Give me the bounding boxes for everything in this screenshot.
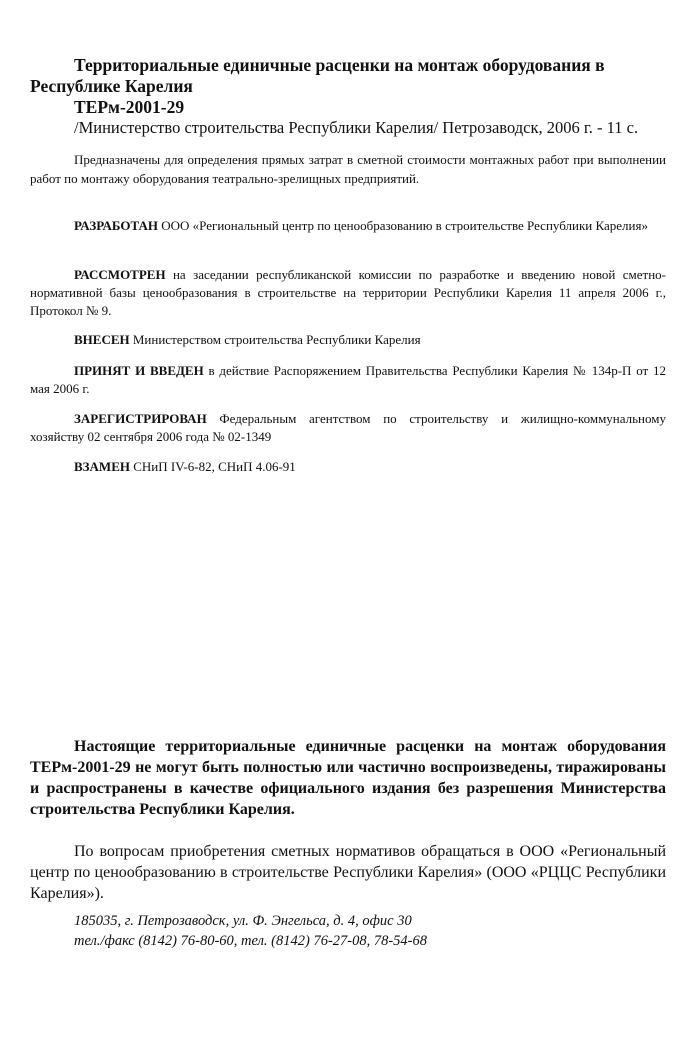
address-line: 185035, г. Петрозаводск, ул. Ф. Энгельса, д. 4, офис 30 (74, 913, 412, 929)
replaces-text: СНиП IV-6-82, СНиП 4.06-91 (129, 459, 296, 474)
reviewed-text: на заседании республиканской комиссии по разработке и введению новой сметно-нормативной базы ценообразования в строительстве на территории Республики Карелия 11 апреля 2006 г., Протокол № 9. (30, 267, 666, 318)
phone-line: тел./факс (8142) 76-80-60, тел. (8142) 76-27-08, 78-54-68 (74, 933, 428, 949)
adopted-text: в действие Распоряжением Правительства Республики Карелия № 134р-П от 12 мая 2006 г. (30, 363, 666, 396)
registered-paragraph (30, 410, 666, 446)
purpose-paragraph: Предназначены для определения прямых затрат в сметной стоимости монтажных работ при выполнении работ по монтажу оборудования театрально-зрелищных предприятий. (30, 152, 666, 186)
reviewed-label: РАССМОТРЕН (74, 267, 166, 282)
reviewed-paragraph (30, 266, 666, 320)
introduced-paragraph (30, 331, 666, 349)
developed-text: ООО «Региональный центр по ценообразованию в строительстве Республики Карелия» (158, 218, 648, 233)
adopted-label: ПРИНЯТ И ВВЕДЕН (74, 363, 204, 378)
document-code: ТЕРм-2001-29 (74, 97, 185, 117)
copyright-notice: Настоящие территориальные единичные расценки на монтаж оборудования ТЕРм-2001-29 не могут быть полностью или частично воспроизведены, тиражированы и распространены в качестве официального издания без разрешения Министерства строительства Республики Карелия. (30, 738, 666, 818)
publication-info: /Министерство строительства Республики Карелия/ Петрозаводск, 2006 г. - 11 с. (74, 118, 639, 137)
replaces-paragraph (30, 458, 666, 476)
contact-paragraph: По вопросам приобретения сметных нормативов обращаться в ООО «Региональный центр по ценообразованию в строительстве Республики Карелия» (ООО «РЦЦС Республики Карелия»). (30, 843, 666, 902)
adopted-paragraph (30, 362, 666, 398)
registered-label: ЗАРЕГИСТРИРОВАН (74, 411, 207, 426)
document-title: Территориальные единичные расценки на монтаж оборудования в Республике Карелия (30, 55, 605, 96)
registered-text: Федеральным агентством по строительству и жилищно-коммунальному хозяйству 02 сентября 2006 года № 02-1349 (30, 411, 666, 444)
developed-label: РАЗРАБОТАН (74, 218, 159, 233)
replaces-label: ВЗАМЕН (74, 459, 130, 474)
introduced-label: ВНЕСЕН (74, 332, 130, 347)
introduced-text: Министерством строительства Республики Карелия (129, 332, 421, 347)
developed-paragraph (30, 217, 666, 235)
